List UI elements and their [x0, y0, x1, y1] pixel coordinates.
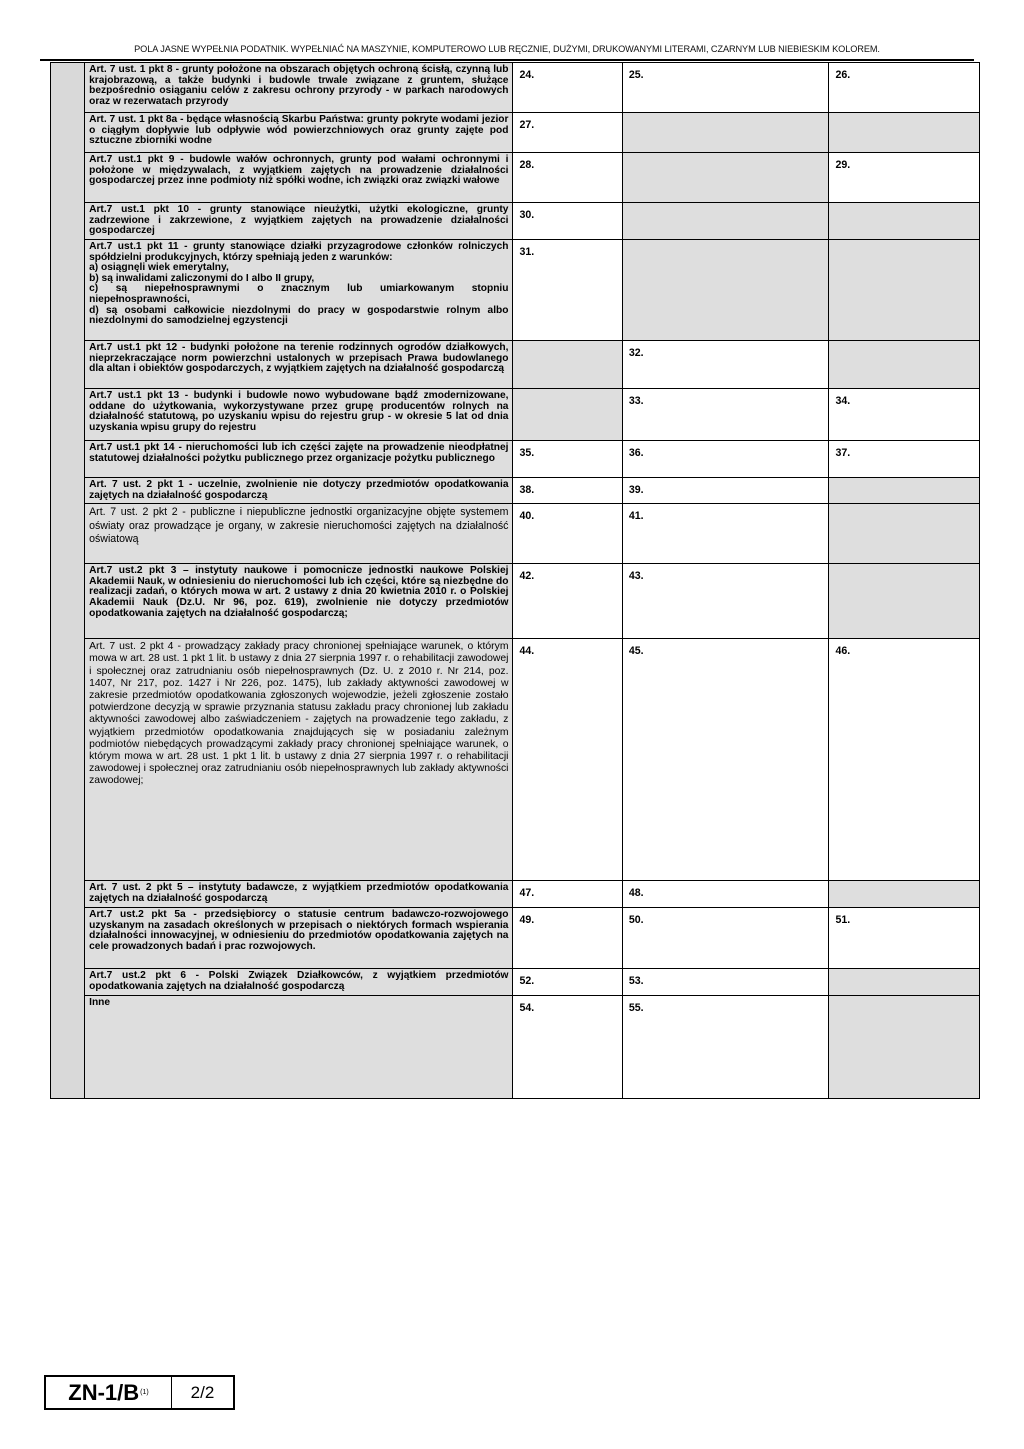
row-description: Art.7 ust.2 pkt 3 – instytuty naukowe i pomocnicze jednostki naukowe Polskiej Akademii Nauk, w odniesieniu do nieruchomości lub ich części, które są niezbędne do realizacji zadań, o których mowa w art. 2 ustawy z dnia 20 kwietnia 2010 r. o Polskiej Akademii Nauk (Dz.U. Nr 96, poz. 619), zwolnienie nie dotyczy przedmiotów opodatkowania zajętych na działalność gospodarczą;: [85, 564, 513, 639]
table-row: [51, 908, 980, 969]
field-b[interactable]: 55.: [622, 996, 829, 1099]
field-b-disabled: [622, 153, 829, 203]
field-a[interactable]: 38.: [513, 478, 622, 504]
field-a[interactable]: 30.: [513, 203, 622, 240]
field-a[interactable]: 27.: [513, 113, 622, 153]
field-c[interactable]: 37.: [829, 441, 980, 478]
row-description: Art. 7 ust. 1 pkt 8a - będące własnością Skarbu Państwa: grunty pokryte wodami jezior o ciągłym dopływie lub odpływie wód powierzchniowych oraz grunty zajęte pod sztuczne zbiorniki wodne: [85, 113, 513, 153]
field-b[interactable]: 32.: [622, 341, 829, 389]
field-a[interactable]: 28.: [513, 153, 622, 203]
table-row: [51, 113, 980, 153]
row-description: Art. 7 ust. 2 pkt 2 - publiczne i niepubliczne jednostki organizacyjne objęte systemem oświaty oraz prowadzące je organy, w zakresie nieruchomości zajętych na działalność oświatową: [85, 504, 513, 564]
field-c-disabled: [829, 564, 980, 639]
field-a[interactable]: 49.: [513, 908, 622, 969]
row-description: Art. 7 ust. 2 pkt 4 - prowadzący zakłady pracy chronionej spełniające warunek, o którym mowa w art. 28 ust. 1 pkt 1 lit. b ustawy z dnia 27 sierpnia 1997 r. o rehabilitacji zawodowej i społecznej oraz zatrudnianiu osób niepełnosprawnych (Dz. U. z 2010 r. Nr 214, poz. 1407, Nr 217, poz. 1427 i Nr 226, poz. 1475), lub zakłady aktywności zawodowej w zakresie przedmiotów opodatkowania zgłoszonych wojewodzie, jeżeli zgłoszenie zostało potwierdzone decyzją w sprawie przyznania statusu zakładu pracy chronionej lub zakładu aktywności zawodowej albo zaświadczeniem - zajętych na prowadzenie tego zakładu, z wyjątkiem przedmiotów opodatkowania znajdujących się w posiadaniu zależnym podmiotów niebędących prowadzącymi zakłady pracy chronionej spełniające warunek, o którym mowa w art. 28 ust. 1 pkt 1 lit. b ustawy z dnia 27 sierpnia 1997 r. o rehabilitacji zawodowej i społecznej oraz zatrudnianiu osób niepełnosprawnych lub zakłady aktywności zawodowej;: [85, 639, 513, 881]
form-code-variant: (1): [140, 1389, 149, 1396]
table-row: [51, 504, 980, 564]
field-b[interactable]: 36.: [622, 441, 829, 478]
header-rule: [40, 59, 974, 61]
table-row: [51, 341, 980, 389]
field-c[interactable]: 26.: [829, 63, 980, 113]
field-b-disabled: [622, 113, 829, 153]
field-a[interactable]: 52.: [513, 969, 622, 996]
table-row: [51, 969, 980, 996]
field-a[interactable]: 31.: [513, 240, 622, 341]
field-b[interactable]: 39.: [622, 478, 829, 504]
row-description: Art.7 ust.2 pkt 5a - przedsiębiorcy o statusie centrum badawczo-rozwojowego uzyskanym na zasadach określonych w przepisach o niektórych formach wspierania działalności innowacyjnej, w odniesieniu do przedmiotów opodatkowania zajętych na cele prowadzonych badań i prac rozwojowych.: [85, 908, 513, 969]
field-a-disabled: [513, 389, 622, 441]
table-row: [51, 441, 980, 478]
field-b[interactable]: 50.: [622, 908, 829, 969]
row-description: Art.7 ust.1 pkt 12 - budynki położone na terenie rodzinnych ogrodów działkowych, nieprzekraczające norm powierzchni ustalonych w przepisach Prawa budowlanego dla altan i obiektów gospodarczych, z wyjątkiem zajętych na działalność gospodarczą: [85, 341, 513, 389]
row-description: Art.7 ust.1 pkt 13 - budynki i budowle nowo wybudowane bądź zmodernizowane, oddane do użytkowania, wykorzystywane przez grupę producentów rolnych na działalność statutową, po uzyskaniu wpisu do rejestru grup - w okresie 5 lat od dnia uzyskania wpisu grupy do rejestru: [85, 389, 513, 441]
side-margin-column: [51, 63, 85, 1099]
field-c-disabled: [829, 478, 980, 504]
row-description: Art.7 ust.2 pkt 6 - Polski Związek Działkowców, z wyjątkiem przedmiotów opodatkowania zajętych na działalność gospodarczą: [85, 969, 513, 996]
field-a[interactable]: 47.: [513, 881, 622, 908]
table-row: [51, 881, 980, 908]
table-row: [51, 203, 980, 240]
row-description: Inne: [85, 996, 513, 1099]
row-description: Art.7 ust.1 pkt 10 - grunty stanowiące nieużytki, użytki ekologiczne, grunty zadrzewione i zakrzewione, z wyjątkiem zajętych na prowadzenie działalności gospodarczej: [85, 203, 513, 240]
form-footer: [44, 1375, 235, 1410]
field-b[interactable]: 41.: [622, 504, 829, 564]
field-a[interactable]: 24.: [513, 63, 622, 113]
field-b-disabled: [622, 203, 829, 240]
field-c[interactable]: 34.: [829, 389, 980, 441]
table-row: [51, 63, 980, 113]
field-b[interactable]: 43.: [622, 564, 829, 639]
table-row: [51, 240, 980, 341]
row-description: Art. 7 ust. 2 pkt 5 – instytuty badawcze, z wyjątkiem przedmiotów opodatkowania zajętych na działalność gospodarczą: [85, 881, 513, 908]
table-row: [51, 389, 980, 441]
field-a[interactable]: 54.: [513, 996, 622, 1099]
field-c-disabled: [829, 113, 980, 153]
row-description: Art.7 ust.1 pkt 14 - nieruchomości lub ich części zajęte na prowadzenie nieodpłatnej statutowej działalności pożytku publicznego przez organizacje pożytku publicznego: [85, 441, 513, 478]
row-description: Art. 7 ust. 2 pkt 1 - uczelnie, zwolnienie nie dotyczy przedmiotów opodatkowania zajętych na działalność gospodarczą: [85, 478, 513, 504]
field-a[interactable]: 40.: [513, 504, 622, 564]
field-a-disabled: [513, 341, 622, 389]
field-b[interactable]: 53.: [622, 969, 829, 996]
field-a[interactable]: 35.: [513, 441, 622, 478]
list-item: b) są inwalidami zaliczonymi do I albo II grupy,: [89, 272, 315, 284]
field-c-disabled: [829, 504, 980, 564]
form-instruction-header: POLA JASNE WYPEŁNIA PODATNIK. WYPEŁNIAĆ NA MASZYNIE, KOMPUTEROWO LUB RĘCZNIE, DUŻYMI, DRUKOWANYMI LITERAMI, CZARNYM LUB NIEBIESKIM KOLOREM.: [134, 44, 880, 54]
exemption-table: [50, 62, 980, 1099]
field-a[interactable]: 44.: [513, 639, 622, 881]
field-b[interactable]: 48.: [622, 881, 829, 908]
table-row: [51, 996, 980, 1099]
field-c-disabled: [829, 996, 980, 1099]
field-c[interactable]: 46.: [829, 639, 980, 881]
field-b[interactable]: 33.: [622, 389, 829, 441]
list-item: a) osiągnęli wiek emerytalny,: [89, 262, 229, 274]
field-b[interactable]: 25.: [622, 63, 829, 113]
field-b[interactable]: 45.: [622, 639, 829, 881]
table-row: [51, 564, 980, 639]
field-b-disabled: [622, 240, 829, 341]
field-c[interactable]: 51.: [829, 908, 980, 969]
field-c-disabled: [829, 341, 980, 389]
field-c-disabled: [829, 240, 980, 341]
field-c[interactable]: 29.: [829, 153, 980, 203]
field-c-disabled: [829, 969, 980, 996]
row-description: Art.7 ust.1 pkt 11 - grunty stanowiące działki przyzagrodowe członków rolniczych spółdzielni produkcyjnych, którzy spełniają jeden z warunków: a) osiągnęli wiek emerytalny, b) są inwalidami zaliczonymi do I albo II grupy, c) są niepełnosprawnymi o znacznym lub umiarkowanym stopniu niepełnosprawności, d) są osobami całkowicie niezdolnymi do pracy w gospodarstwie rolnym albo niezdolnymi do samodzielnej egzystencji: [85, 240, 513, 341]
form-code: ZN-1/B (1): [46, 1377, 172, 1408]
list-item: d) są osobami całkowicie niezdolnymi do pracy w gospodarstwie rolnym albo niezdolnymi do samodzielnej egzystencji: [89, 304, 509, 327]
table-row: [51, 478, 980, 504]
page-number: 2/2: [190, 1382, 215, 1402]
table-row: [51, 153, 980, 203]
table-row: [51, 639, 980, 881]
list-item: c) są niepełnosprawnymi o znacznym lub umiarkowanym stopniu niepełnosprawności,: [89, 283, 509, 305]
field-c-disabled: [829, 881, 980, 908]
field-a[interactable]: 42.: [513, 564, 622, 639]
row-description: Art. 7 ust. 1 pkt 8 - grunty położone na obszarach objętych ochroną ścisłą, czynną lub krajobrazową, a także budynki i budowle trwale związane z gruntem, służące bezpośrednio osiąganiu celów z zakresu ochrony przyrody - w parkach narodowych oraz w rezerwatach przyrody: [85, 63, 513, 113]
field-c-disabled: [829, 203, 980, 240]
row-description: Art.7 ust.1 pkt 9 - budowle wałów ochronnych, grunty pod wałami ochronnymi i położone w międzywalach, z wyjątkiem zajętych na prowadzenie działalności gospodarczej przez inne podmioty niż spółki wodne, ich związki oraz związki wałowe: [85, 153, 513, 203]
